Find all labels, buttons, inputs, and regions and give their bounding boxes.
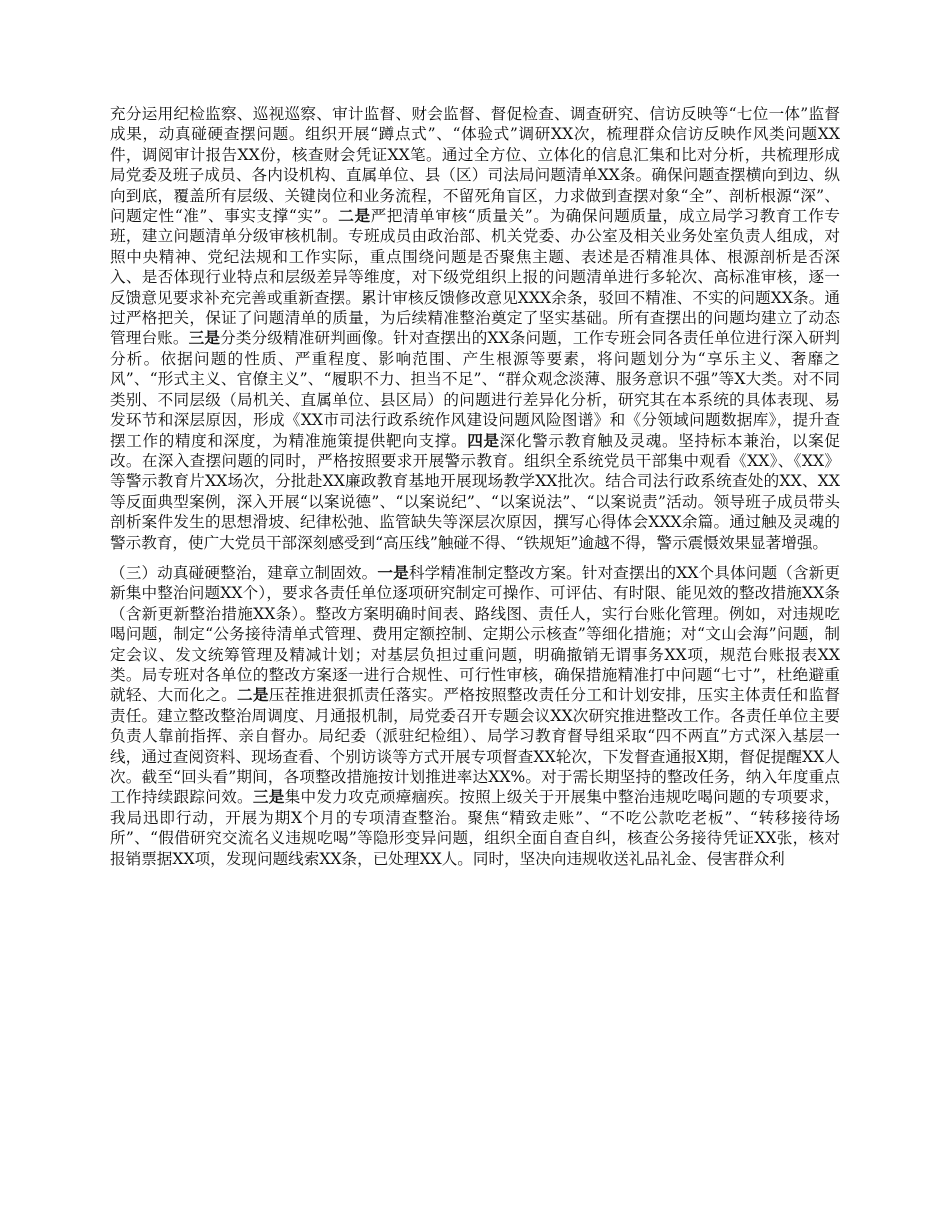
paragraph-1-text-2: 严把清单审核“质量关”。为确保问题质量，成立局学习教育工作专班，建立问题清单分级审核机制。专班成员由政治部、机关党委、办公室及相关业务处室负责人组成，对照中央精神、党纪法规和工作实际，重点围绕问题是否聚焦主题、表述是否精准具体、根源剖析是否深入、是否体现行业特点和层级差异等维度，对下级党组织上报的问题清单进行多轮次、高标准审核，逐一反馈意见要求补充完善或重新查摆。累计审核反馈修改意见XXX余条，驳回不精准、不实的问题XX条。通过严格把关，保证了问题清单的质量，为后续精准整治奠定了坚实基础。所有查摆出的问题均建立了动态管理台账。 [110, 207, 840, 348]
paragraph-2-marker-3: 三是 [252, 787, 285, 807]
paragraph-1-text-3: 分类分级精准研判画像。针对查摆出的XX条问题，工作专班会同各责任单位进行深入研判分析。依据问题的性质、严重程度、影响范围、产生根源等要素，将问题划分为“享乐主义、奢靡之风”、“形式主义、官僚主义”、“履职不力、担当不足”、“群众观念淡薄、服务意识不强”等X大类。对不同类别、不同层级（局机关、直属单位、县区局）的问题进行差异化分析，研究其在本系统的具体表现、易发环节和深层原因，形成《XX市司法行政系统作风建设问题风险图谱》和《分领域问题数据库》，提升查摆工作的精度和深度，为精准施策提供靶向支撑。 [110, 329, 840, 450]
section-heading-3: （三）动真碰硬整治，建章立制固效。 [110, 563, 378, 582]
paragraph-2 [110, 563, 840, 869]
paragraph-1-marker-3: 三是 [188, 328, 221, 348]
paragraph-1 [110, 104, 840, 553]
paragraph-2-marker-1: 一是 [377, 562, 409, 582]
paragraph-1-marker-4: 四是 [467, 430, 500, 450]
paragraph-2-text-2: 压茬推进狠抓责任落实。严格按照整改责任分工和计划安排，压实主体责任和监督责任。建立整改整治周调度、月通报机制，局党委召开专题会议XX次研究推进整改工作。各责任单位主要负责人靠前指挥、亲自督办。局纪委（派驻纪检组）、局学习教育督导组采取“四不两直”方式深入基层一线，通过查阅资料、现场查看、个别访谈等方式开展专项督查XX轮次，下发督查通报X期，督促提醒XX人次。截至“回头看”期间，各项整改措施按计划推进率达XX%。对于需长期坚持的整改任务，纳入年度重点工作持续跟踪问效。 [110, 686, 840, 807]
paragraph-2-text-1: 科学精准制定整改方案。针对查摆出的XX个具体问题（含新更新集中整治问题XX个），要求各责任单位逐项研究制定可操作、可评估、有时限、能见效的整改措施XX条（含新更新整治措施XX条）。整改方案明确时间表、路线图、责任人，实行台账化管理。例如，对违规吃喝问题，制定“公务接待清单式管理、费用定额控制、定期公示核查”等细化措施；对“文山会海”问题，制定会议、发文统筹管理及精减计划；对基层负担过重问题，明确撤销无谓事务XX项，规范台账报表XX类。局专班对各单位的整改方案逐一进行合规性、可行性审核，确保措施精准打中问题“七寸”，杜绝避重就轻、大而化之。 [110, 563, 841, 705]
paragraph-2-marker-2: 二是 [237, 685, 269, 705]
paragraph-1-text-4: 深化警示教育触及灵魂。坚持标本兼治，以案促改。在深入查摆问题的同时，严格按照要求开展警示教育。组织全系统党员干部集中观看《XX》、《XX》等警示教育片XX场次，分批赴XX廉政教育基地开展现场教学XX批次。结合司法行政系统查处的XX、XX等反面典型案例，深入开展“以案说德”、“以案说纪”、“以案说法”、“以案说责”活动。领导班子成员带头剖析案件发生的思想滑坡、纪律松弛、监管缺失等深层次原因，撰写心得体会XXX余篇。通过触及灵魂的警示教育，使广大党员干部深刻感受到“高压线”触碰不得、“铁规矩”逾越不得，警示震慑效果显著增强。 [110, 431, 840, 552]
document-page [110, 104, 840, 869]
paragraph-1-text-1: 充分运用纪检监察、巡视巡察、审计监督、财会监督、督促检查、调查研究、信访反映等“七位一体”监督成果，动真碰硬查摆问题。组织开展“蹲点式”、“体验式”调研XX次，梳理群众信访反映作风类问题XX件，调阅审计报告XX份，核查财会凭证XX笔。通过全方位、立体化的信息汇集和比对分析，共梳理形成局党委及班子成员、各内设机构、直属单位、县（区）司法局问题清单XX条。确保问题查摆横向到边、纵向到底，覆盖所有层级、关键岗位和业务流程，不留死角盲区，力求做到查摆对象“全”、剖析根源“深”、问题定性“准”、事实支撑“实”。 [110, 105, 840, 226]
paragraph-2-text-3: 集中发力攻克顽瘴痼疾。按照上级关于开展集中整治违规吃喝问题的专项要求，我局迅即行动，开展为期X个月的专项清查整治。聚焦“精致走账”、“不吃公款吃老板”、“转移接待场所”、“假借研究交流名义违规吃喝”等隐形变异问题，组织全面自查自纠，核查公务接待凭证XX张，核对报销票据XX项，发现问题线索XX条，已处理XX人。同时，坚决向违规收送礼品礼金、侵害群众利 [110, 788, 840, 868]
paragraph-1-marker-2: 二是 [338, 206, 371, 226]
